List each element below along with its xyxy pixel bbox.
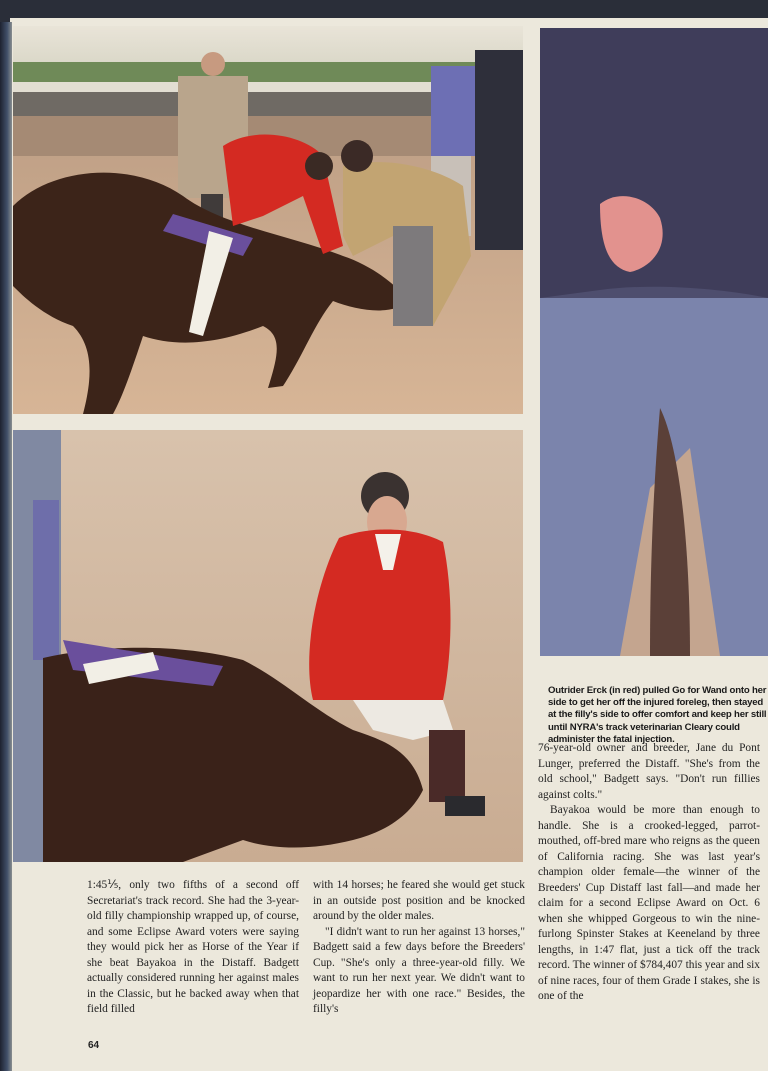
photo-top-left [13,26,523,414]
column-1-paragraph: 1:45⅕, only two fifths of a second off Secretariat's track record. She had the 3-year-old filly championship wrapped up, of course, and some Eclipse Award voters were saying they would pick her as Horse of the Year if she beat Bayakoa in the Distaff. Badgett actually considered running her against males in the Classic, but he backed away when that field filled [87,879,299,1015]
text-column-2 [313,878,525,1018]
page-number: 64 [88,1040,100,1051]
magazine-page [10,18,768,1071]
photo-caption: Outrider Erck (in red) pulled Go for Wand onto her side to get her off the injured foreleg, then stayed at the filly's side to offer comfort and keep her still until NYRA's track veterinarian Cleary could administer the fatal injection. [548,685,767,745]
photo-bottom-left [13,430,523,862]
column-2-paragraph-1: with 14 horses; he feared she would get stuck in an outside post position and be knocked around by the older males. [313,879,525,922]
page-edge [0,22,12,1071]
text-column-1 [87,878,299,1018]
photo-right [540,28,768,656]
column-2-paragraph-2: "I didn't want to run her against 13 horses," Badgett said a few days before the Breeders' Cup. "She's only a three-year-old filly. We want to run her next year. We didn't want to jeopardize her with one race." Besides, the filly's [313,925,525,1015]
text-column-3 [538,741,760,1005]
column-3-paragraph-2: Bayakoa would be more than enough to handle. She is a crooked-legged, parrot-mouthed, off-bred mare who reigns as the queen of California racing. She was last year's champion older female—the winner of the Breeders' Cup Distaff last fall—and made her claim for a second Eclipse Award on Oct. 6 when she whipped Gorgeous to win the nine-furlong Spinster Stakes at Keeneland by three lengths, in 1:47 flat, just a tick off the track record. The winner of $784,407 this year and six of nine races, four of them Grade I stakes, she is one of the [538,804,760,1002]
column-3-paragraph-1: 76-year-old owner and breeder, Jane du Pont Lunger, preferred the Distaff. "She's from the old school," Badgett says. "Don't run fillies against colts." [538,742,760,801]
